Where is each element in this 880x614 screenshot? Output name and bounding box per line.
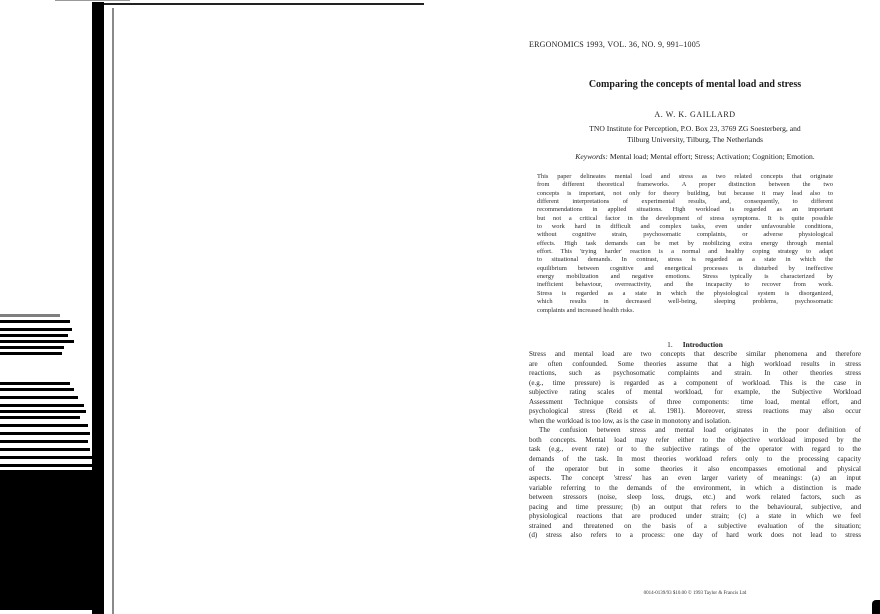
abstract-line: from different theoretical frameworks. A proper distinction between the two	[537, 181, 833, 189]
abstract-line: effects. High task demands can be met by mobilizing extra energy through mental	[537, 239, 833, 247]
journal-year: 1993	[586, 40, 603, 49]
body-line: between stressors (noise, sleep loss, drugs, etc.) and work related factors, such as	[529, 493, 861, 502]
facing-page-bleed	[0, 310, 95, 610]
body-line: physiological reactions that are produced under strain; (c) a state in which we feel	[529, 512, 861, 521]
abstract-line: recommendations in applied situations. High workload is regarded as an important	[537, 206, 833, 214]
abstract-line: different interpretations of experimental results, and, consequently, to different	[537, 198, 833, 206]
issue-number: 9	[657, 40, 663, 49]
affiliation-line: Tilburg University, Tilburg, The Netherlands	[627, 134, 763, 144]
keywords-label: Keywords:	[575, 152, 608, 161]
volume-label: VOL.	[607, 40, 627, 49]
section-title: Introduction	[682, 340, 723, 349]
abstract-line: inefficient behaviour, overreactivity, and the incapacity to recover from work.	[537, 281, 833, 289]
top-edge-rule	[104, 3, 424, 5]
body-line: (d) stress also refers to a process: one day of hard work does not lead to stress	[529, 531, 861, 540]
body-line: subjective rating scales of mental workload, for example, the Subjective Workload	[529, 388, 861, 397]
body-line: strained and threatened on the basis of a subjective evaluation of the situation;	[529, 521, 861, 530]
body-line: demands of the task. In most theories workload refers only to the processing capacity	[529, 455, 861, 464]
section-number: 1.	[667, 340, 673, 349]
abstract-line: concepts is important, not only for theory building, but because it may lead also to	[537, 189, 833, 197]
body-line: pacing and time pressure; (b) an output that refers to the behavioural, subjective, and	[529, 502, 861, 511]
abstract-line: to situational demands. In contrast, stress is regarded as a state in which the	[537, 256, 833, 264]
body-line: aspects. The concept 'stress' has an even larger variety of meanings: (a) an input	[529, 474, 861, 483]
abstract	[537, 173, 833, 315]
body-line: both concepts. Mental load may refer either to the objective workload imposed by the	[529, 435, 861, 444]
keywords-list: Mental load; Mental effort; Stress; Activation; Cognition; Emotion.	[607, 152, 815, 161]
affiliation-line: TNO Institute for Perception, P.O. Box 23, 3769 ZG Soesterberg, and	[589, 124, 801, 133]
author-name: A. W. K. GAILLARD	[654, 110, 736, 119]
scan-corner-artifact	[872, 600, 880, 614]
body-line: Assessment Technique consists of three components: time load, mental effort, and	[529, 397, 861, 406]
page-edge-line	[112, 8, 114, 614]
page-range: 991–1005	[666, 40, 701, 49]
keywords	[529, 152, 861, 161]
abstract-line: complaints and increased health risks.	[537, 306, 635, 314]
abstract-line: without cognitive strain, psychosomatic complaints, or adverse physiological	[537, 231, 833, 239]
abstract-line: but not a critical factor in the development of stress symptoms. It is quite possible	[537, 214, 833, 222]
journal-name: ERGONOMICS	[529, 40, 584, 49]
body-line: Stress and mental load are two concepts that describe similar phenomena and therefore	[529, 350, 861, 358]
body-line: when the workload is too low, as is the case in monotony and isolation.	[529, 416, 731, 425]
scan-gutter	[0, 0, 120, 614]
body-line: variable referring to the demands of the environment, in which a distinction is made	[529, 483, 861, 492]
body-line: The confusion between stress and mental load originates in the poor definition of	[539, 426, 861, 435]
author-affiliation	[529, 124, 861, 145]
body-text	[529, 350, 861, 541]
abstract-line: to work hard in difficult and complex tasks, even under unfavourable conditions,	[537, 223, 833, 231]
article-title: Comparing the concepts of mental load and stress	[588, 79, 802, 90]
body-line: task (e.g., event rate) or to the subjective ratings of the operator with regard to the	[529, 445, 861, 454]
copyright-footer: 0014-0139/93 $10.00 © 1993 Taylor & Francis Ltd	[643, 591, 747, 596]
volume-number: 36	[628, 40, 638, 49]
body-line: psychological stress (Reid et al. 1981). Moreover, stress reactions may also occur	[529, 407, 861, 416]
section-heading	[529, 340, 861, 349]
abstract-line: equilibrium between cognitive and energetical processes is disturbed by ineffective	[537, 264, 833, 272]
body-line: reactions, such as psychosomatic complaints and strain. In other theories stress	[529, 369, 861, 378]
abstract-line: energy mobilization and negative emotions. Stress typically is characterized by	[537, 273, 833, 281]
body-line: (e.g., time pressure) is regarded as a component of workload. This is the case in	[529, 378, 861, 387]
abstract-line: which results in decreased well-being, sleeping problems, psychosomatic	[537, 298, 833, 306]
abstract-line: effort. This 'trying harder' reaction is a normal and healthy coping strategy to adapt	[537, 248, 833, 256]
abstract-line: This paper delineates mental load and stress as two related concepts that originate	[537, 173, 833, 180]
body-line: are often confounded. Some theories assume that a high workload results in stress	[529, 359, 861, 368]
abstract-line: Stress is regarded as a state in which the physiological system is disorganized,	[537, 289, 833, 297]
body-line: of the operator but in some theories it also encompasses emotional and physical	[529, 464, 861, 473]
issue-label: NO.	[641, 40, 656, 49]
scan-artifact-line	[55, 0, 130, 1]
running-head: ERGONOMICS 1993, VOL. 36, NO. 9, 991–1005	[529, 40, 701, 49]
